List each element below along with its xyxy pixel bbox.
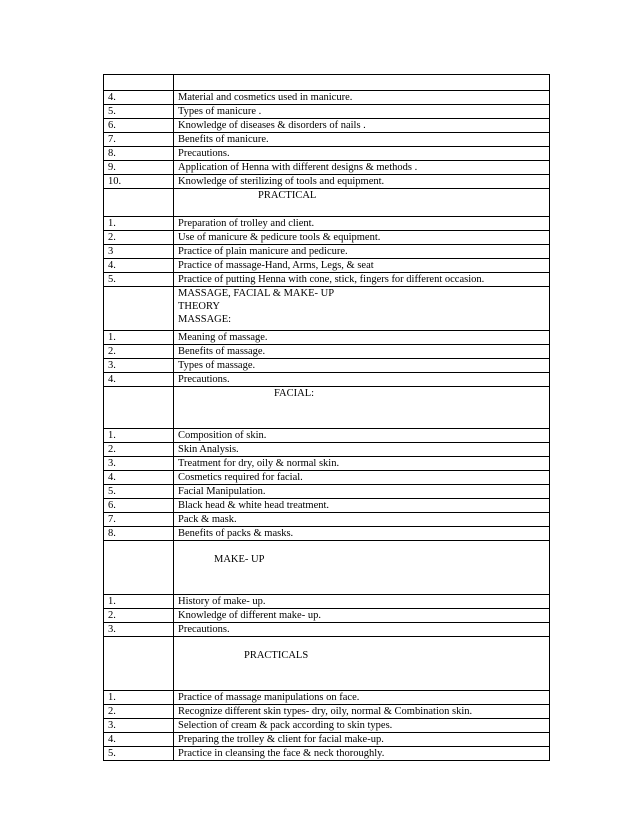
item-text-cell (174, 331, 550, 345)
item-number: 10. (104, 175, 174, 189)
item-number: 7. (104, 133, 174, 147)
table-row (104, 387, 550, 429)
item-text-cell (174, 387, 550, 429)
table-row (104, 747, 550, 761)
table-row (104, 147, 550, 161)
item-text: Precautions. (178, 624, 230, 635)
item-text-cell (174, 189, 550, 217)
item-text: PRACTICAL (258, 190, 317, 201)
item-text-cell (174, 747, 550, 761)
item-text: Black head & white head treatment. (178, 500, 330, 511)
item-number: 2. (104, 231, 174, 245)
item-text: MASSAGE: (178, 314, 232, 325)
table-row (104, 733, 550, 747)
item-number: 3. (104, 457, 174, 471)
item-text: Material and cosmetics used in manicure. (178, 92, 353, 103)
item-number: 5. (104, 105, 174, 119)
item-number (104, 75, 174, 91)
item-number: 1. (104, 429, 174, 443)
table-row (104, 485, 550, 499)
item-number: 1. (104, 331, 174, 345)
item-number (104, 637, 174, 691)
table-row (104, 273, 550, 287)
table-row (104, 105, 550, 119)
item-text: Benefits of packs & masks. (178, 528, 294, 539)
syllabus-table (103, 74, 550, 761)
item-number: 4. (104, 259, 174, 273)
item-text: Types of massage. (178, 360, 256, 371)
item-text: Benefits of manicure. (178, 134, 269, 145)
table-row (104, 443, 550, 457)
syllabus-table-body (104, 75, 550, 761)
item-number (104, 387, 174, 429)
item-text-cell (174, 217, 550, 231)
table-row (104, 705, 550, 719)
item-text-cell (174, 595, 550, 609)
item-text-cell (174, 499, 550, 513)
table-row (104, 345, 550, 359)
table-row (104, 595, 550, 609)
item-text-cell (174, 691, 550, 705)
table-row (104, 609, 550, 623)
item-text-cell (174, 373, 550, 387)
table-row (104, 119, 550, 133)
table-row (104, 541, 550, 595)
item-number: 4. (104, 91, 174, 105)
item-text: Skin Analysis. (178, 444, 239, 455)
table-row (104, 457, 550, 471)
item-number: 2. (104, 609, 174, 623)
item-number: 3 (104, 245, 174, 259)
item-number: 1. (104, 595, 174, 609)
item-text-cell (174, 705, 550, 719)
item-text: MASSAGE, FACIAL & MAKE- UP (178, 288, 335, 299)
item-text: THEORY (178, 301, 220, 312)
item-text-cell (174, 623, 550, 637)
item-text-cell (174, 259, 550, 273)
item-number: 3. (104, 623, 174, 637)
item-text: Knowledge of different make- up. (178, 610, 321, 621)
item-text-cell (174, 541, 550, 595)
table-row (104, 91, 550, 105)
item-text-cell (174, 91, 550, 105)
table-row (104, 527, 550, 541)
item-text-cell (174, 637, 550, 691)
item-text-cell (174, 527, 550, 541)
item-text: Practice of plain manicure and pedicure. (178, 246, 348, 257)
item-text-cell (174, 287, 550, 331)
item-number: 2. (104, 443, 174, 457)
table-row (104, 359, 550, 373)
item-number: 3. (104, 719, 174, 733)
table-row (104, 331, 550, 345)
item-number: 8. (104, 527, 174, 541)
item-number: 6. (104, 119, 174, 133)
item-text-cell (174, 719, 550, 733)
item-number (104, 189, 174, 217)
item-number: 3. (104, 359, 174, 373)
item-number: 1. (104, 691, 174, 705)
table-row (104, 217, 550, 231)
table-row (104, 373, 550, 387)
item-text: Preparing the trolley & client for facial make-up. (178, 734, 384, 745)
item-text-cell (174, 105, 550, 119)
item-number: 7. (104, 513, 174, 527)
item-text: Types of manicure . (178, 106, 262, 117)
item-text-cell (174, 231, 550, 245)
item-text: Knowledge of diseases & disorders of nails . (178, 120, 366, 131)
table-row (104, 637, 550, 691)
item-number: 9. (104, 161, 174, 175)
item-number: 5. (104, 747, 174, 761)
item-number: 4. (104, 733, 174, 747)
item-text: MAKE- UP (214, 554, 265, 565)
item-text (178, 75, 549, 88)
item-number: 4. (104, 373, 174, 387)
item-text: Cosmetics required for facial. (178, 472, 303, 483)
item-text-cell (174, 485, 550, 499)
item-number: 2. (104, 345, 174, 359)
syllabus-document (103, 74, 549, 761)
table-row (104, 287, 550, 331)
item-number (104, 287, 174, 331)
item-number: 2. (104, 705, 174, 719)
table-row (104, 189, 550, 217)
item-text-cell (174, 161, 550, 175)
item-text-cell (174, 273, 550, 287)
item-text: Knowledge of sterilizing of tools and equipment. (178, 176, 385, 187)
item-text: Preparation of trolley and client. (178, 218, 315, 229)
table-row (104, 161, 550, 175)
item-text: Selection of cream & pack according to skin types. (178, 720, 393, 731)
item-number: 5. (104, 485, 174, 499)
item-text: Precautions. (178, 148, 230, 159)
item-text: History of make- up. (178, 596, 266, 607)
item-number: 8. (104, 147, 174, 161)
table-row (104, 175, 550, 189)
item-text: Pack & mask. (178, 514, 237, 525)
item-number: 6. (104, 499, 174, 513)
item-text-cell (174, 429, 550, 443)
item-text-cell (174, 609, 550, 623)
table-row (104, 719, 550, 733)
item-number: 4. (104, 471, 174, 485)
item-text-cell (174, 245, 550, 259)
item-text-cell (174, 75, 550, 91)
item-number (104, 541, 174, 595)
item-text-cell (174, 457, 550, 471)
table-row (104, 623, 550, 637)
table-row (104, 499, 550, 513)
item-text-cell (174, 359, 550, 373)
item-text: Use of manicure & pedicure tools & equipment. (178, 232, 381, 243)
item-text: Practice of putting Henna with cone, stick, fingers for different occasion. (178, 274, 485, 285)
table-row (104, 231, 550, 245)
table-row (104, 133, 550, 147)
item-text: Precautions. (178, 374, 230, 385)
table-row (104, 75, 550, 91)
item-text: PRACTICALS (244, 650, 309, 661)
item-text: Practice in cleansing the face & neck thoroughly. (178, 748, 385, 759)
item-text-cell (174, 733, 550, 747)
item-text: Application of Henna with different designs & methods . (178, 162, 418, 173)
table-row (104, 513, 550, 527)
item-number: 1. (104, 217, 174, 231)
item-text-cell (174, 513, 550, 527)
table-row (104, 691, 550, 705)
item-text: FACIAL: (274, 388, 315, 399)
item-text: Treatment for dry, oily & normal skin. (178, 458, 340, 469)
item-text-cell (174, 119, 550, 133)
item-text: Practice of massage manipulations on face. (178, 692, 360, 703)
item-text-cell (174, 471, 550, 485)
item-text-cell (174, 443, 550, 457)
table-row (104, 429, 550, 443)
item-text: Composition of skin. (178, 430, 267, 441)
item-number: 5. (104, 273, 174, 287)
item-text-cell (174, 345, 550, 359)
table-row (104, 245, 550, 259)
item-text-cell (174, 175, 550, 189)
item-text: Practice of massage-Hand, Arms, Legs, & seat (178, 260, 374, 271)
table-row (104, 471, 550, 485)
item-text: Recognize different skin types- dry, oily, normal & Combination skin. (178, 706, 473, 717)
item-text-cell (174, 147, 550, 161)
item-text: Facial Manipulation. (178, 486, 266, 497)
item-text: Benefits of massage. (178, 346, 266, 357)
item-text-cell (174, 133, 550, 147)
item-text: Meaning of massage. (178, 332, 268, 343)
table-row (104, 259, 550, 273)
